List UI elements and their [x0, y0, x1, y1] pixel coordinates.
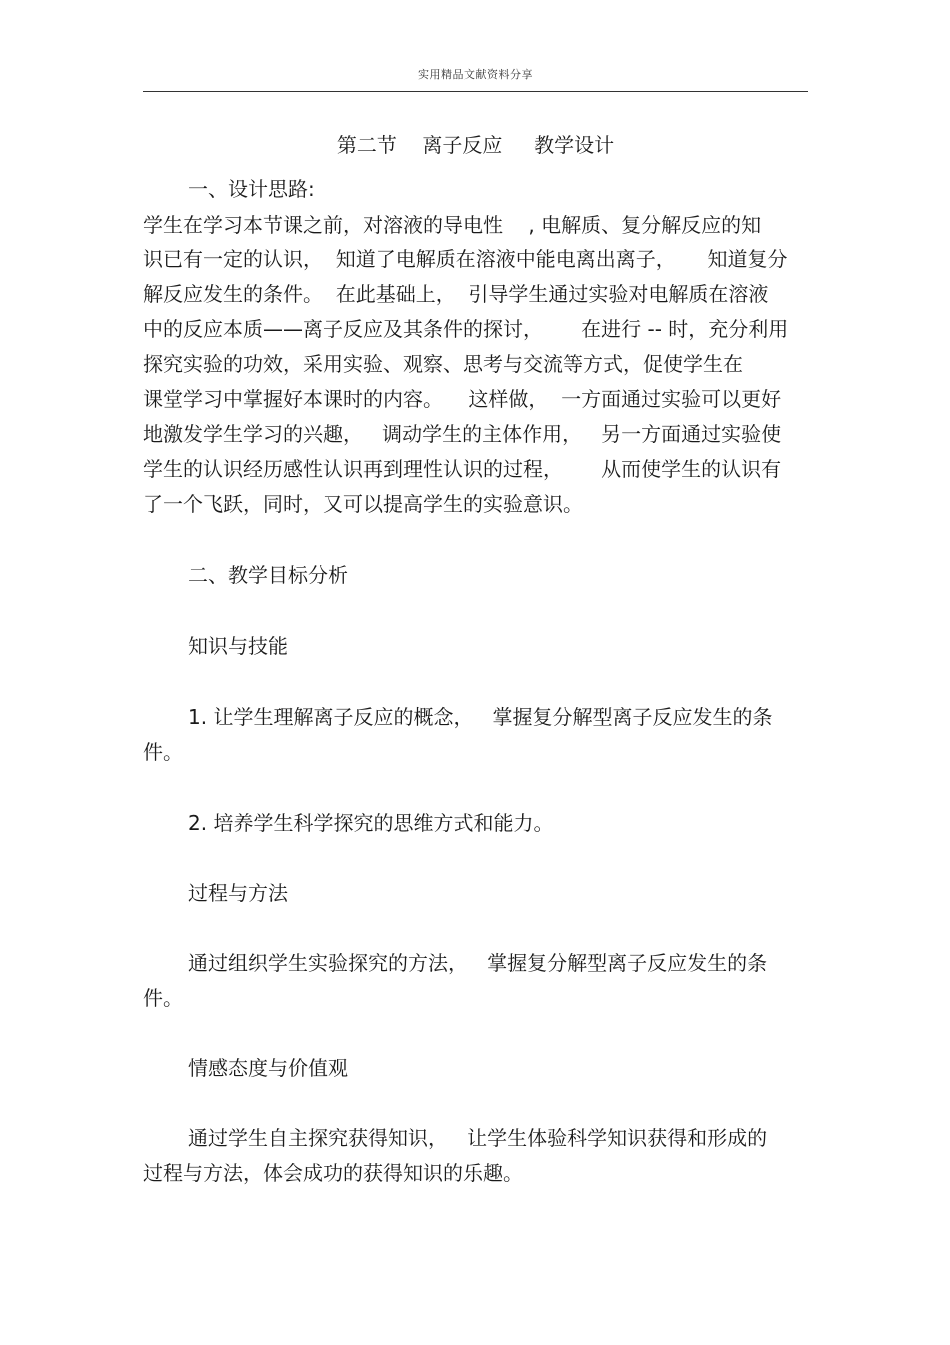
- document-title: 第二节 离子反应 教学设计: [336, 133, 615, 157]
- paragraph-line: 课堂学习中掌握好本课时的内容。 这样做， 一方面通过实验可以更好: [143, 387, 782, 411]
- paragraph-line: 解反应发生的条件。 在此基础上， 引导学生通过实验对电解质在溶液: [143, 282, 769, 306]
- paragraph-line: 通过组织学生实验探究的方法， 掌握复分解型离子反应发生的条: [188, 951, 768, 975]
- subheading-emotion-values: 情感态度与价值观: [188, 1056, 348, 1080]
- paragraph-line: 中的反应本质——离子反应及其条件的探讨， 在进行 -- 时，充分利用: [143, 317, 789, 341]
- paragraph-line: 学生在学习本节课之前，对溶液的导电性 , 电解质、复分解反应的知: [143, 213, 762, 237]
- paragraph-line: 探究实验的功效，采用实验、观察、思考与交流等方式，促使学生在: [143, 352, 743, 376]
- subheading-knowledge-skills: 知识与技能: [188, 634, 288, 658]
- page-header: 实用精品文献资料分享: [418, 68, 533, 81]
- section-heading-objectives: 二、教学目标分析: [188, 563, 348, 587]
- header-divider: [143, 91, 808, 92]
- paragraph-line: 过程与方法，体会成功的获得知识的乐趣。: [143, 1161, 523, 1185]
- list-item-1: 1. 让学生理解离子反应的概念， 掌握复分解型离子反应发生的条: [188, 705, 773, 729]
- list-item-2: 2. 培养学生科学探究的思维方式和能力。: [188, 811, 554, 835]
- paragraph-line: 通过学生自主探究获得知识， 让学生体验科学知识获得和形成的: [188, 1126, 768, 1150]
- list-item-1-continuation: 件。: [143, 740, 183, 764]
- paragraph-line: 件。: [143, 986, 183, 1010]
- section-heading-design-idea: 一、设计思路:: [188, 177, 315, 201]
- paragraph-line: 地激发学生学习的兴趣， 调动学生的主体作用， 另一方面通过实验使: [143, 422, 782, 446]
- paragraph-line: 了一个飞跃，同时，又可以提高学生的实验意识。: [143, 492, 583, 516]
- paragraph-line: 识已有一定的认识， 知道了电解质在溶液中能电离出离子， 知道复分: [143, 247, 788, 271]
- paragraph-line: 学生的认识经历感性认识再到理性认识的过程， 从而使学生的认识有: [143, 457, 782, 481]
- subheading-process-method: 过程与方法: [188, 881, 288, 905]
